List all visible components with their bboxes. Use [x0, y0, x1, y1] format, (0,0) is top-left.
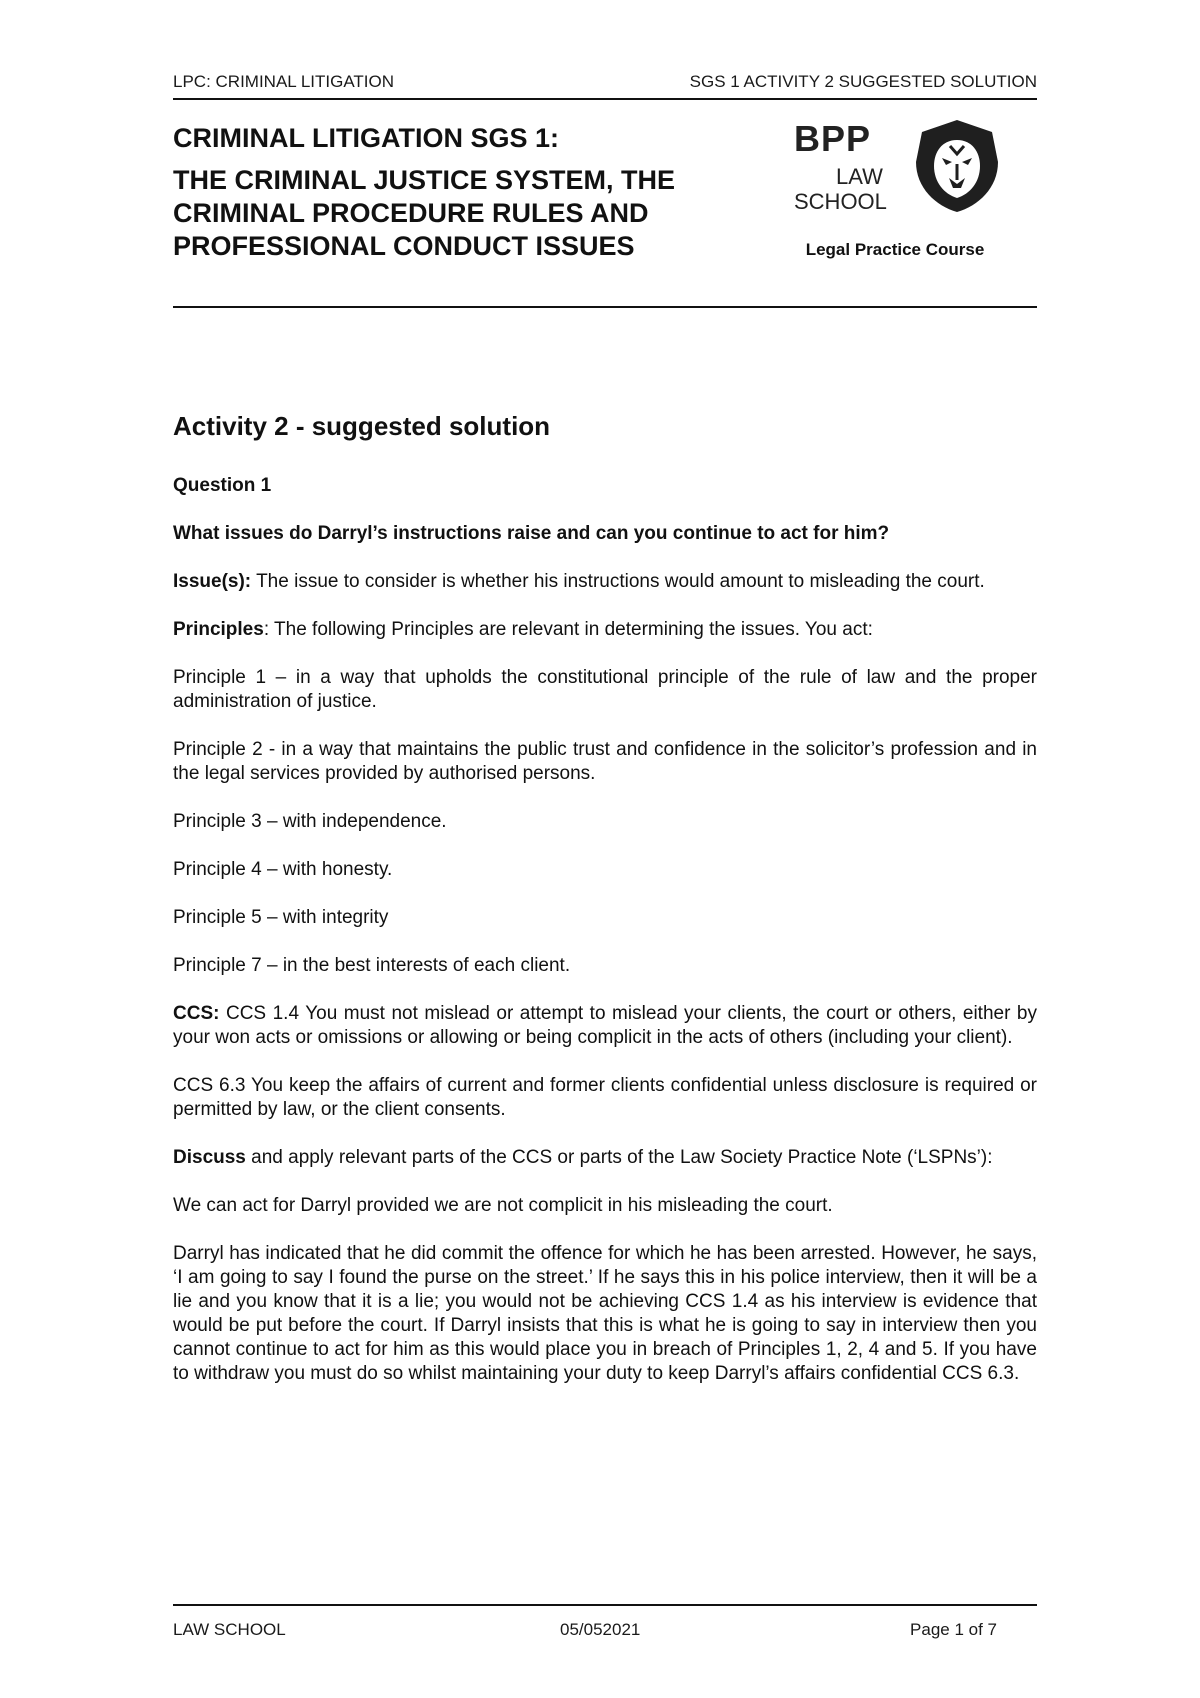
- legal-practice-course-label: Legal Practice Course: [805, 240, 985, 259]
- logo-law-text: LAW: [836, 164, 883, 189]
- title-divider: [173, 306, 1037, 308]
- issues-label: Issue(s):: [173, 571, 252, 592]
- ccs-label: CCS:: [173, 1003, 220, 1024]
- discuss-text: and apply relevant parts of the CCS or parts of the Law Society Practice Note (‘LSPNs’):: [245, 1147, 993, 1168]
- principles-intro: [173, 618, 1037, 642]
- ccs-paragraph: [173, 1002, 1037, 1050]
- bpp-law-school-logo: [790, 118, 1040, 268]
- principle-item: Principle 7 – in the best interests of each client.: [173, 955, 571, 976]
- header-course-title: LPC: CRIMINAL LITIGATION: [173, 72, 395, 91]
- discuss-paragraph: [173, 1146, 1037, 1170]
- issues-text: The issue to consider is whether his instructions would amount to misleading the court.: [251, 571, 985, 592]
- ccs-text: CCS 1.4 You must not mislead or attempt to mislead your clients, the court or others, either by your won acts or omissions or allowing or being complicit in the acts of others (including your client).: [173, 1003, 1037, 1048]
- ccs-6-3-paragraph: CCS 6.3 You keep the affairs of current and former clients confidential unless disclosure is required or permitted by law, or the client consents.: [173, 1075, 1037, 1120]
- header-document-title: SGS 1 ACTIVITY 2 SUGGESTED SOLUTION: [689, 72, 1037, 91]
- footer-page-number: Page 1 of 7: [910, 1620, 997, 1639]
- discuss-label: Discuss: [173, 1147, 246, 1168]
- act-for-darryl-paragraph: We can act for Darryl provided we are not complicit in his misleading the court.: [173, 1195, 833, 1216]
- principle-item: Principle 5 – with integrity: [173, 907, 389, 928]
- lion-head-icon: [912, 118, 1002, 214]
- activity-heading: Activity 2 - suggested solution: [173, 411, 551, 441]
- principle-item: Principle 4 – with honesty.: [173, 859, 393, 880]
- principles-label: Principles: [173, 619, 264, 640]
- principle-item: Principle 2 - in a way that maintains the public trust and confidence in the solicitor’s profession and in the legal services provided by authorised persons.: [173, 739, 1037, 784]
- footer-date: 05/052021: [560, 1620, 641, 1639]
- header-divider: [173, 98, 1037, 100]
- issues-paragraph: [173, 570, 1037, 594]
- logo-school-text: SCHOOL: [794, 189, 887, 214]
- document-title: [173, 122, 733, 263]
- title-line-3: CRIMINAL PROCEDURE RULES AND: [173, 198, 649, 228]
- darryl-analysis-paragraph: Darryl has indicated that he did commit the offence for which he has been arrested. However, he says, ‘I am going to say I found the purse on the street.’ If he says this in his police interview, then it will be a lie and you know that it is a lie; you would not be achieving CCS 1.4 as his interview is evidence that would be put before the court. If Darryl insists that this is what he is going to say in interview then you cannot continue to act for him as this would place you in breach of Principles 1, 2, 4 and 5. If you have to withdraw you must do so whilst maintaining your duty to keep Darryl’s affairs confidential CCS 6.3.: [173, 1243, 1037, 1384]
- question-label: Question 1: [173, 475, 272, 496]
- principle-item: Principle 1 – in a way that upholds the constitutional principle of the rule of law and the proper administration of justice.: [173, 667, 1037, 712]
- main-content: [173, 410, 1037, 1410]
- question-text: What issues do Darryl’s instructions raise and can you continue to act for him?: [173, 523, 890, 544]
- principle-item: Principle 3 – with independence.: [173, 811, 447, 832]
- title-line-1: CRIMINAL LITIGATION SGS 1:: [173, 123, 560, 153]
- title-line-2: THE CRIMINAL JUSTICE SYSTEM, THE: [173, 165, 676, 195]
- page-footer: [173, 1620, 1037, 1644]
- running-header: [173, 72, 1037, 96]
- title-line-4: PROFESSIONAL CONDUCT ISSUES: [173, 231, 635, 261]
- principles-text: : The following Principles are relevant in determining the issues. You act:: [263, 619, 873, 640]
- footer-school: LAW SCHOOL: [173, 1620, 286, 1639]
- footer-divider: [173, 1604, 1037, 1606]
- logo-bpp-text: BPP: [794, 118, 872, 159]
